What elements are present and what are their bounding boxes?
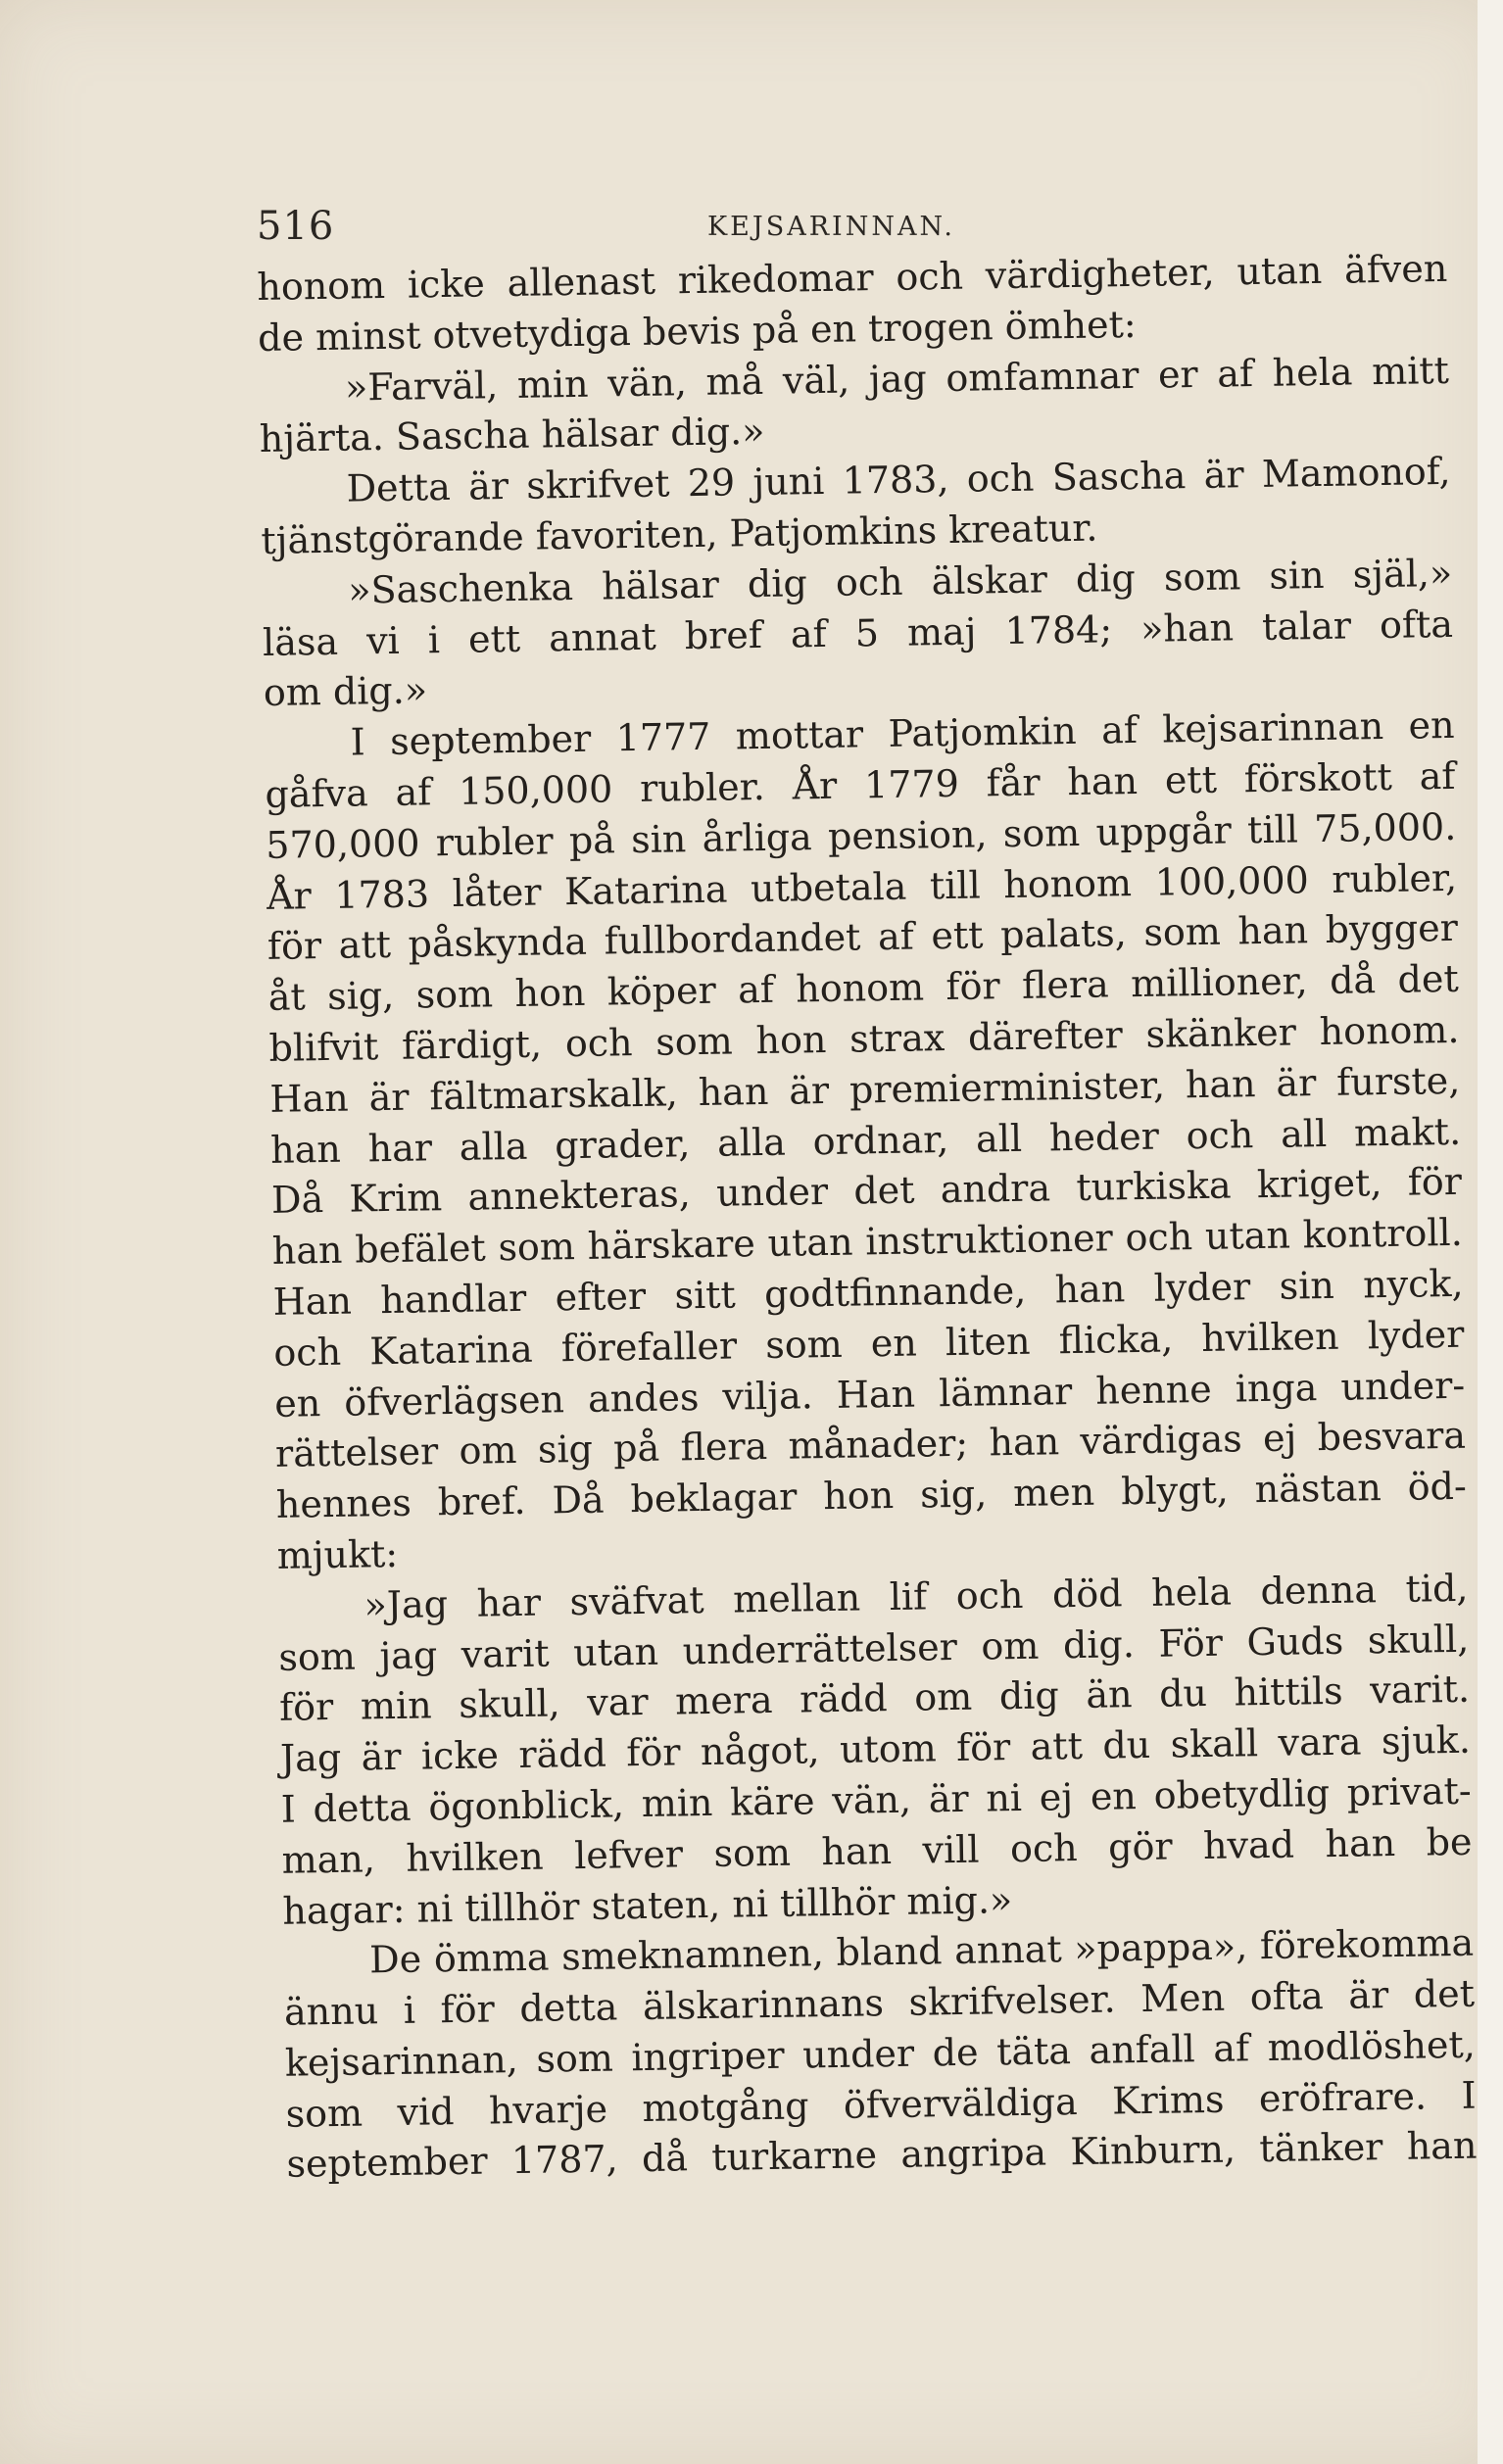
text-line: hagar: ni tillhör staten, ni tillhör mig.» — [282, 1877, 1013, 1933]
text-line: honom icke allenast rikedomar och värdigheter, utan äfven — [257, 246, 1448, 309]
text-line: ännu i för detta älskarinnans skrifvelser. Men ofta är det — [283, 1971, 1476, 2034]
text-line: han har alla grader, alla ordnar, all heder och all makt. — [269, 1109, 1462, 1172]
text-line: blifvit färdigt, och som hon strax därefter skänker honom. — [268, 1007, 1460, 1070]
text-line: I september 1777 mottar Patjomkin af kejsarinnan en — [350, 703, 1455, 764]
text-line: han befälet som härskare utan instruktioner och utan kontroll. — [271, 1210, 1464, 1274]
text-line: som jag varit utan underrättelser om dig. För Guds skull, — [278, 1617, 1470, 1679]
text-line: och Katarina förefaller som en liten flicka, hvilken lyder — [273, 1312, 1465, 1375]
text-line: som vid hvarje motgång öfverväldiga Krims eröfrare. I — [285, 2073, 1477, 2136]
text-line: september 1787, då turkarne angripa Kinburn, tänker han — [286, 2124, 1478, 2187]
text-line: »Jag har sväfvat mellan lif och död hela denna tid, — [364, 1566, 1469, 1627]
running-head: KEJSARINNAN. — [707, 212, 955, 242]
text-line: om dig.» — [263, 668, 428, 715]
text-line: rättelser om sig på flera månader; han värdigas ej besvara — [274, 1414, 1467, 1476]
text-line: en öfverlägsen andes vilja. Han lämnar henne inga under- — [273, 1363, 1466, 1425]
text-line: Jag är icke rädd för något, utom för att du skall vara sjuk. — [279, 1717, 1472, 1780]
text-line: mjukt: — [276, 1531, 399, 1577]
text-line: åt sig, som hon köper af honom för flera millioner, då det — [267, 956, 1459, 1020]
text-line: hennes bref. Då beklagar hon sig, men blygt, nästan öd- — [275, 1464, 1468, 1526]
text-line: för min skull, var mera rädd om dig än du hittils varit. — [278, 1667, 1471, 1730]
text-line: hjärta. Sascha hälsar dig.» — [259, 410, 765, 461]
body-text — [257, 244, 1478, 2191]
text-line: de minst otvetydiga bevis på en trogen ömhet: — [257, 302, 1137, 360]
text-line: Han handlar efter sitt godtfinnande, han lyder sin nyck, — [272, 1261, 1464, 1324]
text-line: 570,000 rubler på sin årliga pension, som uppgår till 75,000. — [265, 804, 1457, 867]
text-line: läsa vi i ett annat bref af 5 maj 1784; »han talar ofta — [262, 602, 1454, 664]
text-line: I detta ögonblick, min käre vän, är ni ej en obetydlig privat- — [280, 1768, 1472, 1831]
text-line: Han är fältmarskalk, han är premierminister, han är furste, — [269, 1058, 1461, 1121]
text-line: År 1783 låter Katarina utbetala till honom 100,000 rubler, — [266, 855, 1458, 918]
page-edge — [1478, 0, 1503, 2464]
text-line: Då Krim annekteras, under det andra turkiska kriget, för — [270, 1160, 1463, 1223]
text-line: Detta är skrifvet 29 juni 1783, och Sascha är Mamonof, — [346, 450, 1451, 510]
text-line: gåfva af 150,000 rubler. År 1779 får han ett förskott af — [265, 753, 1456, 816]
text-line: kejsarinnan, som ingriper under de täta anfall af modlöshet, — [284, 2022, 1477, 2085]
text-line: »Farväl, min vän, må väl, jag omfamnar er af hela mitt — [344, 348, 1450, 410]
text-line: man, hvilken lefver som han vill och gör hvad han be — [281, 1819, 1473, 1882]
text-line: De ömma smeknamnen, bland annat »pappa», förekomma — [368, 1921, 1475, 1982]
text-line: »Saschenka hälsar dig och älskar dig som sin själ,» — [347, 551, 1453, 612]
page-number: 516 — [257, 204, 335, 249]
text-line: tjänstgörande favoriten, Patjomkins kreatur. — [261, 506, 1098, 562]
text-line: för att påskynda fullbordandet af ett palats, som han bygger — [267, 906, 1459, 969]
